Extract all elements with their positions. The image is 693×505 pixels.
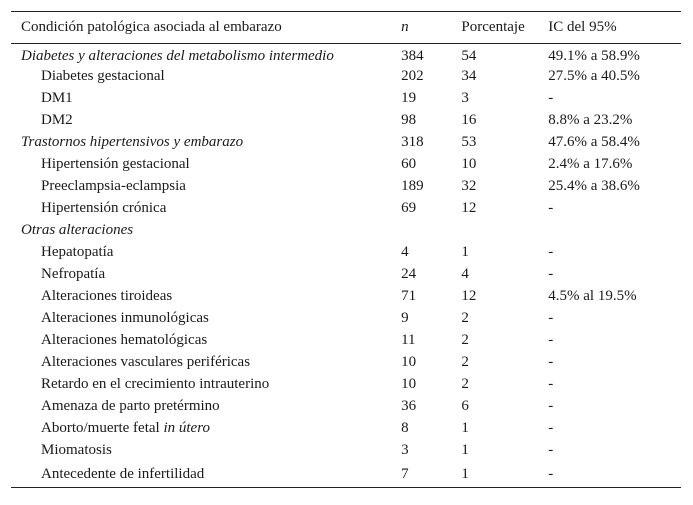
condition-label: Hipertensión crónica bbox=[41, 200, 167, 216]
ci-cell: - bbox=[548, 442, 554, 458]
condition-cell bbox=[11, 220, 401, 242]
ci-cell: - bbox=[548, 332, 554, 348]
condition-cell bbox=[11, 264, 401, 286]
percent-cell: 2 bbox=[461, 310, 469, 326]
ci-cell: - bbox=[548, 310, 554, 326]
percent-cell: 12 bbox=[461, 288, 477, 304]
condition-label: Alteraciones tiroideas bbox=[41, 288, 173, 304]
condition-cell bbox=[11, 132, 401, 154]
condition-cell bbox=[11, 374, 401, 396]
ci-cell: 8.8% a 23.2% bbox=[548, 112, 633, 128]
condition-label: Miomatosis bbox=[41, 442, 112, 458]
percent-cell: 1 bbox=[461, 420, 469, 436]
condition-label: Amenaza de parto pretérmino bbox=[41, 398, 220, 414]
ci-cell: 47.6% a 58.4% bbox=[548, 134, 640, 150]
table-row bbox=[11, 198, 681, 220]
n-cell: 10 bbox=[401, 376, 417, 392]
condition-label: Trastornos hipertensivos y embarazo bbox=[21, 134, 244, 150]
percent-cell: 34 bbox=[461, 68, 477, 84]
ci-cell: - bbox=[548, 420, 554, 436]
n-cell: 36 bbox=[401, 398, 417, 414]
n-cell: 3 bbox=[401, 442, 409, 458]
n-cell: 9 bbox=[401, 310, 409, 326]
category-row bbox=[11, 44, 681, 66]
condition-cell bbox=[11, 88, 401, 110]
table-row bbox=[11, 154, 681, 176]
condition-cell bbox=[11, 44, 401, 66]
ci-cell: - bbox=[548, 200, 554, 216]
n-cell: 318 bbox=[401, 134, 424, 150]
ci-cell: - bbox=[548, 90, 554, 106]
condition-cell bbox=[11, 330, 401, 352]
condition-label: DM1 bbox=[41, 90, 73, 106]
header-percent: Porcentaje bbox=[461, 19, 525, 35]
ci-cell: - bbox=[548, 354, 554, 370]
n-cell: 384 bbox=[401, 47, 424, 64]
table-row bbox=[11, 462, 681, 488]
ci-cell: 27.5% a 40.5% bbox=[548, 68, 640, 84]
condition-label: Antecedente de infertilidad bbox=[41, 465, 205, 482]
table-body bbox=[11, 44, 681, 488]
percent-cell: 4 bbox=[461, 266, 469, 282]
percent-cell: 32 bbox=[461, 178, 477, 194]
ci-cell: 49.1% a 58.9% bbox=[548, 47, 640, 64]
header-n: n bbox=[401, 19, 409, 35]
percent-cell: 2 bbox=[461, 376, 469, 392]
table-row bbox=[11, 418, 681, 440]
percent-cell: 16 bbox=[461, 112, 477, 128]
condition-label: Aborto/muerte fetal bbox=[41, 420, 160, 436]
percent-cell: 2 bbox=[461, 354, 469, 370]
n-cell: 202 bbox=[401, 68, 424, 84]
n-cell bbox=[401, 220, 461, 242]
condition-label: Hipertensión gestacional bbox=[41, 156, 190, 172]
n-cell: 60 bbox=[401, 156, 417, 172]
condition-label: Alteraciones inmunológicas bbox=[41, 310, 209, 326]
condition-label: Preeclampsia-eclampsia bbox=[41, 178, 186, 194]
condition-cell bbox=[11, 440, 401, 462]
percent-cell: 6 bbox=[461, 398, 469, 414]
condition-cell bbox=[11, 110, 401, 132]
header-row bbox=[11, 12, 681, 44]
percent-cell bbox=[461, 220, 548, 242]
percent-cell: 1 bbox=[461, 244, 469, 260]
percent-cell: 3 bbox=[461, 90, 469, 106]
ci-cell: 25.4% a 38.6% bbox=[548, 178, 640, 194]
table-row bbox=[11, 308, 681, 330]
table-header bbox=[11, 12, 681, 44]
category-row bbox=[11, 132, 681, 154]
n-cell: 98 bbox=[401, 112, 417, 128]
condition-label: Diabetes y alteraciones del metabolismo intermedio bbox=[21, 47, 334, 64]
condition-cell bbox=[11, 396, 401, 418]
n-cell: 189 bbox=[401, 178, 424, 194]
condition-cell bbox=[11, 308, 401, 330]
table-row bbox=[11, 88, 681, 110]
category-row bbox=[11, 220, 681, 242]
condition-label: Retardo en el crecimiento intrauterino bbox=[41, 376, 270, 392]
ci-cell: 2.4% a 17.6% bbox=[548, 156, 633, 172]
ci-cell: 4.5% al 19.5% bbox=[548, 288, 637, 304]
condition-label: Nefropatía bbox=[41, 266, 106, 282]
ci-cell bbox=[548, 220, 681, 242]
n-cell: 11 bbox=[401, 332, 416, 348]
condition-label: Alteraciones hematológicas bbox=[41, 332, 208, 348]
table-row bbox=[11, 396, 681, 418]
condition-label: Hepatopatía bbox=[41, 244, 114, 260]
ci-cell: - bbox=[548, 465, 554, 482]
n-cell: 71 bbox=[401, 288, 417, 304]
n-cell: 69 bbox=[401, 200, 417, 216]
condition-label: DM2 bbox=[41, 112, 73, 128]
table-row bbox=[11, 176, 681, 198]
condition-cell bbox=[11, 198, 401, 220]
n-cell: 19 bbox=[401, 90, 417, 106]
percent-cell: 1 bbox=[461, 442, 469, 458]
table-row bbox=[11, 440, 681, 462]
condition-cell bbox=[11, 286, 401, 308]
condition-cell bbox=[11, 176, 401, 198]
n-cell: 4 bbox=[401, 244, 409, 260]
condition-label: Otras alteraciones bbox=[21, 222, 134, 238]
ci-cell: - bbox=[548, 266, 554, 282]
percent-cell: 53 bbox=[461, 134, 477, 150]
condition-cell bbox=[11, 154, 401, 176]
percent-cell: 12 bbox=[461, 200, 477, 216]
percent-cell: 2 bbox=[461, 332, 469, 348]
ci-cell: - bbox=[548, 244, 554, 260]
ci-cell: - bbox=[548, 398, 554, 414]
n-cell: 8 bbox=[401, 420, 409, 436]
header-condition: Condición patológica asociada al embarazo bbox=[21, 19, 282, 35]
table-row bbox=[11, 352, 681, 374]
condition-cell bbox=[11, 462, 401, 488]
table-row bbox=[11, 264, 681, 286]
pathology-table bbox=[11, 11, 681, 488]
condition-cell bbox=[11, 242, 401, 264]
n-cell: 24 bbox=[401, 266, 417, 282]
percent-cell: 54 bbox=[461, 47, 477, 64]
table-row bbox=[11, 374, 681, 396]
ci-cell: - bbox=[548, 376, 554, 392]
condition-label-italic: in útero bbox=[163, 420, 210, 436]
percent-cell: 1 bbox=[461, 465, 469, 482]
condition-cell bbox=[11, 66, 401, 88]
table-row bbox=[11, 330, 681, 352]
n-cell: 10 bbox=[401, 354, 417, 370]
table-row bbox=[11, 66, 681, 88]
n-cell: 7 bbox=[401, 465, 409, 482]
condition-label: Alteraciones vasculares periféricas bbox=[41, 354, 251, 370]
percent-cell: 10 bbox=[461, 156, 477, 172]
condition-label: Diabetes gestacional bbox=[41, 68, 165, 84]
table-row bbox=[11, 286, 681, 308]
header-ci: IC del 95% bbox=[548, 19, 617, 35]
table-row bbox=[11, 242, 681, 264]
condition-cell bbox=[11, 352, 401, 374]
table-row bbox=[11, 110, 681, 132]
condition-cell bbox=[11, 418, 401, 440]
